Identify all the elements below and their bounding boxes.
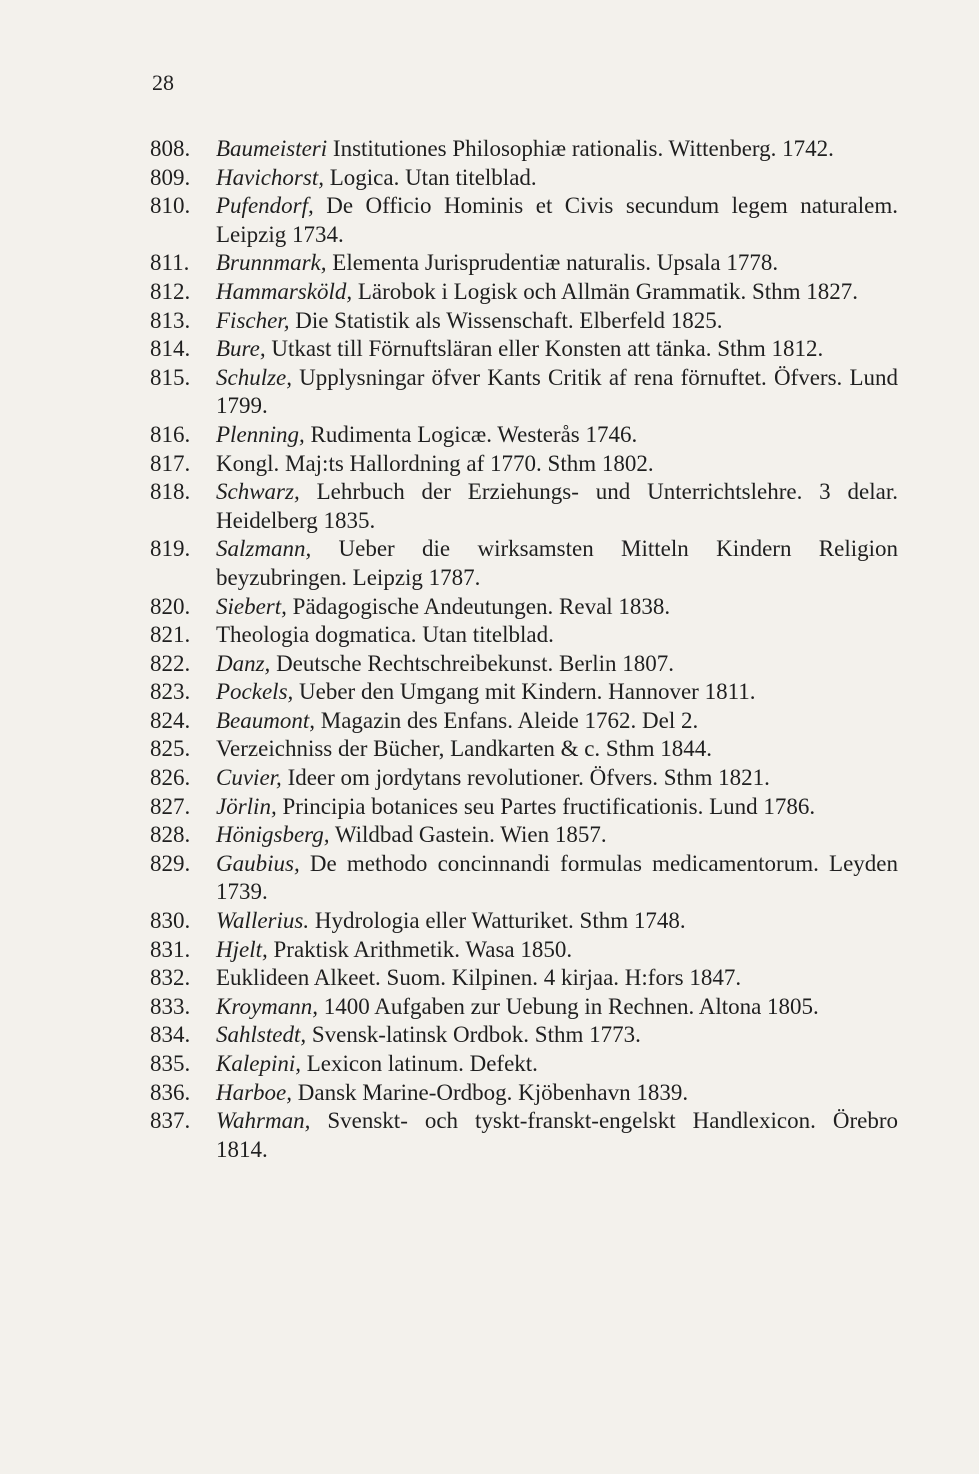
catalog-entry [150,964,898,993]
entry-number: 812. [150,278,191,304]
entry-title: Svensk-latinsk Ordbok. Sthm 1773. [306,1022,641,1048]
entry-title: Praktisk Arithmetik. Wasa 1850. [267,936,573,962]
entry-number: 819. [150,536,191,562]
entry-text [216,249,898,278]
entry-number: 822. [150,650,191,676]
entry-number: 824. [150,707,191,733]
entry-text [216,821,898,850]
catalog-entry [150,164,898,193]
entry-text [216,707,898,736]
catalog-entry [150,450,898,479]
entry-author: Siebert, [216,593,287,619]
entry-text [216,450,898,479]
entry-author: Pufendorf, [216,193,314,219]
entry-author: Bure, [216,336,266,362]
entry-text [216,764,898,793]
entry-number: 836. [150,1079,191,1105]
entry-title: Wildbad Gastein. Wien 1857. [329,822,607,848]
entry-title: Deutsche Rechtschreibekunst. Berlin 1807. [270,650,674,676]
entry-author: Harboe, [216,1079,293,1105]
entry-number: 832. [150,965,191,991]
entry-text [216,478,898,535]
catalog-entry [150,678,898,707]
entry-title: Principia botanices seu Partes fructificationis. Lund 1786. [276,793,816,819]
entry-author: Havichorst, [216,164,324,190]
entry-author: Fischer, [216,307,290,333]
entry-title: Hydrologia eller Watturiket. Sthm 1748. [309,908,686,934]
entry-author: Kalepini, [216,1051,301,1076]
catalog-entry [150,364,898,421]
entry-number: 813. [150,307,191,333]
entry-title: Pädagogische Andeutungen. Reval 1838. [286,593,671,619]
catalog-entry [150,249,898,278]
entry-title: Upplysningar öfver Kants Critik af rena förnuftet. Öfvers. Lund 1799. [216,364,898,419]
entry-author: Hjelt, [216,936,268,962]
entry-text [216,621,898,650]
entry-title: Kongl. Maj:ts Hallordning af 1770. Sthm 1802. [216,450,654,476]
entry-number: 821. [150,622,191,648]
entry-title: Lehrbuch der Erziehungs- und Unterrichtslehre. 3 delar. Heidelberg 1835. [216,479,898,533]
entry-text [216,278,898,307]
entry-author: Hönigsberg, [216,822,330,848]
entry-text [216,1107,898,1164]
entry-number: 810. [150,193,191,219]
entry-text [216,1021,898,1050]
entry-text [216,1050,898,1079]
catalog-entry [150,650,898,679]
entry-text [216,735,898,764]
entry-author: Salzmann, [216,536,312,562]
entry-title: Elementa Jurisprudentiæ naturalis. Upsala 1778. [326,250,779,276]
entry-text [216,793,898,822]
page-number: 28 [152,70,174,95]
entry-title: Magazin des Enfans. Aleide 1762. Del 2. [315,707,699,733]
entry-text [216,850,898,907]
entry-author: Brunnmark, [216,250,327,276]
entry-text [216,192,898,249]
entry-title: Euklideen Alkeet. Suom. Kilpinen. 4 kirjaa. H:fors 1847. [216,965,742,991]
entry-text [216,650,898,679]
catalog-entry [150,135,898,164]
catalog-entry [150,793,898,822]
entry-author: Pockels, [216,679,294,705]
entry-number: 837. [150,1108,191,1134]
catalog-entry [150,421,898,450]
entry-title: Verzeichniss der Bücher, Landkarten & c. Sthm 1844. [216,736,712,762]
catalog-entry [150,1079,898,1108]
entry-number: 811. [150,250,190,276]
entry-author: Plenning, [216,421,305,447]
entry-number: 828. [150,822,191,848]
entry-text [216,535,898,592]
entry-text [216,164,898,193]
catalog-entry [150,278,898,307]
entry-title: Logica. Utan titelblad. [323,164,537,190]
entry-author: Schwarz, [216,479,300,505]
entry-text [216,307,898,336]
entry-text [216,135,898,164]
entry-author: Hammarsköld, [216,278,353,304]
entry-title: Theologia dogmatica. Utan titelblad. [216,622,554,648]
catalog-entry [150,192,898,249]
catalog-entry [150,478,898,535]
catalog-entry [150,335,898,364]
entry-title: 1400 Aufgaben zur Uebung in Rechnen. Altona 1805. [318,993,819,1019]
entry-title: Lärobok i Logisk och Allmän Grammatik. Sthm 1827. [352,278,859,304]
catalog-entry [150,1050,898,1079]
entry-author: Schulze, [216,364,293,390]
catalog-entry [150,593,898,622]
entry-number: 830. [150,908,191,934]
entry-number: 809. [150,164,191,190]
entry-author: Kroymann, [216,993,319,1019]
entry-title: De methodo concinnandi formulas medicamentorum. Leyden 1739. [216,850,898,905]
entry-number: 823. [150,679,191,705]
catalog-entry [150,707,898,736]
entry-author: Wallerius. [216,908,310,934]
catalog-entry [150,764,898,793]
entry-title: Ueber die wirksamsten Mitteln Kindern Religion beyzubringen. Leipzig 1787. [216,536,898,590]
entry-text [216,1079,898,1108]
catalog-entry [150,907,898,936]
entry-number: 817. [150,450,191,476]
catalog-entry [150,535,898,592]
entry-text [216,993,898,1022]
entry-number: 829. [150,850,191,876]
entry-number: 816. [150,421,191,447]
entry-author: Beaumont, [216,707,316,733]
entry-text [216,335,898,364]
entry-number: 820. [150,593,191,619]
entry-number: 834. [150,1022,191,1048]
entry-number: 831. [150,936,191,962]
entry-title: Ideer om jordytans revolutioner. Öfvers. Sthm 1821. [281,765,770,791]
entry-text [216,907,898,936]
entry-title: Utkast till Förnuftsläran eller Konsten att tänka. Sthm 1812. [265,336,824,362]
entry-text [216,364,898,421]
catalog-list [150,135,898,1164]
entry-number: 818. [150,479,191,505]
catalog-entry [150,821,898,850]
entry-author: Danz, [216,650,271,676]
entry-number: 833. [150,993,191,1019]
entry-text [216,964,898,993]
entry-text [216,678,898,707]
entry-author: Gaubius, [216,850,300,876]
entry-title: Lexicon latinum. Defekt. [300,1051,538,1076]
catalog-entry [150,936,898,965]
catalog-entry [150,621,898,650]
entry-title: Rudimenta Logicæ. Westerås 1746. [304,421,638,447]
entry-author: Jörlin, [216,793,277,819]
catalog-entry [150,850,898,907]
entry-number: 827. [150,793,191,819]
catalog-entry [150,1107,898,1164]
entry-number: 826. [150,765,191,791]
entry-number: 835. [150,1051,191,1076]
entry-author: Cuvier, [216,765,282,791]
entry-title: De Officio Hominis et Civis secundum legem naturalem. Leipzig 1734. [216,193,898,247]
entry-author: Sahlstedt, [216,1022,307,1048]
catalog-entry [150,993,898,1022]
entry-author: Baumeisteri [216,136,328,161]
entry-number: 814. [150,336,191,362]
entry-text [216,593,898,622]
entry-text [216,421,898,450]
entry-author: Wahrman, [216,1108,311,1134]
entry-number: 825. [150,736,191,762]
entry-title: Svenskt- och tyskt-franskt-engelskt Handlexicon. Örebro 1814. [216,1108,898,1162]
catalog-entry [150,307,898,336]
entry-number: 808. [150,136,191,161]
catalog-entry [150,1021,898,1050]
catalog-entry [150,735,898,764]
entry-title: Institutiones Philosophiæ rationalis. Wittenberg. 1742. [327,136,834,161]
entry-title: Ueber den Umgang mit Kindern. Hannover 1811. [293,679,756,705]
entry-number: 815. [150,364,191,390]
entry-title: Die Statistik als Wissenschaft. Elberfeld 1825. [289,307,723,333]
entry-title: Dansk Marine-Ordbog. Kjöbenhavn 1839. [292,1079,689,1105]
entry-text [216,936,898,965]
